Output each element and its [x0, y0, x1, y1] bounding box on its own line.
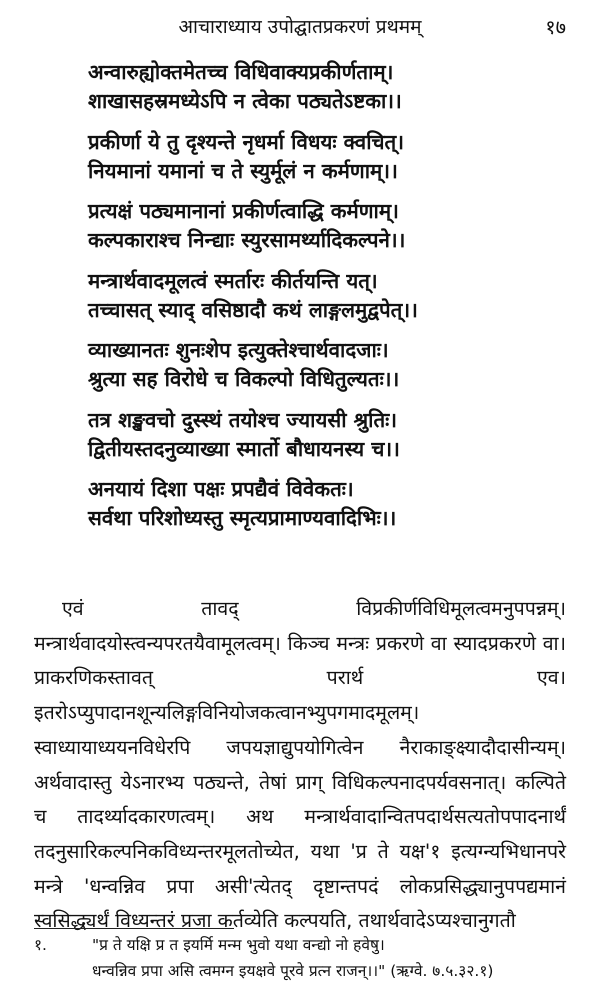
verse-line: प्रकीर्णा ये तु दृश्यन्ते नृधर्मा विधयः क्वचित्। [88, 129, 404, 154]
footnote-rule [34, 928, 234, 929]
stanza [88, 58, 516, 116]
verse-line: नियमानां यमानां च ते स्युर्मूलं न कर्मणाम्।। [88, 158, 398, 183]
footnote-marker: १. [34, 936, 47, 954]
verse-line: सर्वथा परिशोध्यस्तु स्मृत्यप्रामाण्यवादिभिः।। [88, 506, 397, 530]
verse-line: शाखासहस्रमध्येऽपि न त्वेका पठ्यतेऽष्टका।। [88, 89, 402, 113]
commentary-paragraph: एवं तावद् विप्रकीर्णविधिमूलत्वमनुपपन्नम्। मन्त्रार्थवादयोस्त्वन्यपरतयैवामूलत्वम्। किञ्च मन्त्रः प्रकरणे वा स्यादप्रकरणे वा। प्राकरणिकस्तावत् परार्थ एव। इतरोऽप्युपादानशून्यलिङ्गविनियोजकत्वानभ्युपगमादमूलम्। स्वाध्यायाध्ययनविधेरपि जपयज्ञाद्युपयोगित्वेन नैराकाङ्क्ष्यादौदासीन्यम्। अर्थवादास्तु येऽनारभ्य पठ्यन्ते, तेषां प्राग् विधिकल्पनादपर्यवसनात्। कल्पिते च तादर्थ्यादकारणत्वम्। अथ मन्त्रार्थवादान्वितपदार्थसत्यतोपपादनार्थं तदनुसारिकल्पनिकविध्यन्तरमूलतोच्येत, यथा 'प्र ते यक्ष'१ इत्यग्न्यभिधानपरे मन्त्रे 'धन्वन्निव प्रपा असी'त्येतद् दृष्टान्तपदं लोकप्रसिद्ध्यानुपपद्यमानं स्वसिद्ध्यर्थं विध्यन्तरं प्रजा कर्तव्येति कल्पयति, तथार्थवादेऽप्यश्चानुगतौ [34, 597, 566, 933]
stanza [88, 267, 516, 325]
verse-block [88, 58, 516, 545]
footnote-line: धन्वन्निव प्रपा असि त्वमग्न इयक्षवे पूरवे प्रत्न राजन्।।" (ऋग्वे. ७.५.३२.१) [92, 962, 494, 980]
stanza [88, 128, 516, 186]
verse-line: द्वितीयस्तदनुव्याख्या स्मार्तो बौधायनस्य च।। [88, 436, 400, 461]
running-title: आचाराध्याय उपोद्घातप्रकरणं प्रथमम् [178, 16, 422, 38]
stanza [88, 475, 516, 533]
running-header [0, 14, 600, 44]
footnote-first-row [34, 932, 574, 958]
verse-line: प्रत्यक्षं पठ्यमानानां प्रकीर्णत्वाद्धि कर्मणाम्। [88, 199, 399, 223]
page-number: १७ [545, 15, 566, 39]
verse-line: अन्वारुह्योक्तमेतच्च विधिवाक्यप्रकीर्णताम्। [88, 60, 394, 84]
verse-line: व्याख्यानतः शुनःशेप इत्युक्तेश्चार्थवादजाः। [88, 338, 389, 362]
stanza [88, 336, 516, 394]
verse-line: कल्पकाराश्च निन्द्याः स्युरसामर्थ्यादिकल्पने।। [88, 228, 406, 252]
verse-line: तत्र शङ्खवचो दुस्स्थं तयोश्च ज्यायसी श्रुतिः। [88, 407, 398, 432]
footnote-line: "प्र ते यक्षि प्र त इयर्मि मन्म भुवो यथा वन्द्यो नो हवेषु। [92, 936, 385, 954]
verse-line: अनयायं दिशा पक्षः प्रपद्यैवं विवेकतः। [88, 477, 354, 501]
verse-line: मन्त्रार्थवादमूलत्वं स्मर्तारः कीर्तयन्ति यत्। [88, 268, 378, 293]
commentary-prose [34, 592, 566, 939]
stanza [88, 406, 516, 464]
footnote [34, 932, 574, 984]
verse-line: श्रुत्या सह विरोधे च विकल्पो विधितुल्यतः।। [88, 367, 400, 391]
verse-line: तच्चासत् स्याद् वसिष्ठादौ कथं लाङ्गलमुद्वपेत्।। [88, 297, 418, 322]
stanza [88, 197, 516, 255]
